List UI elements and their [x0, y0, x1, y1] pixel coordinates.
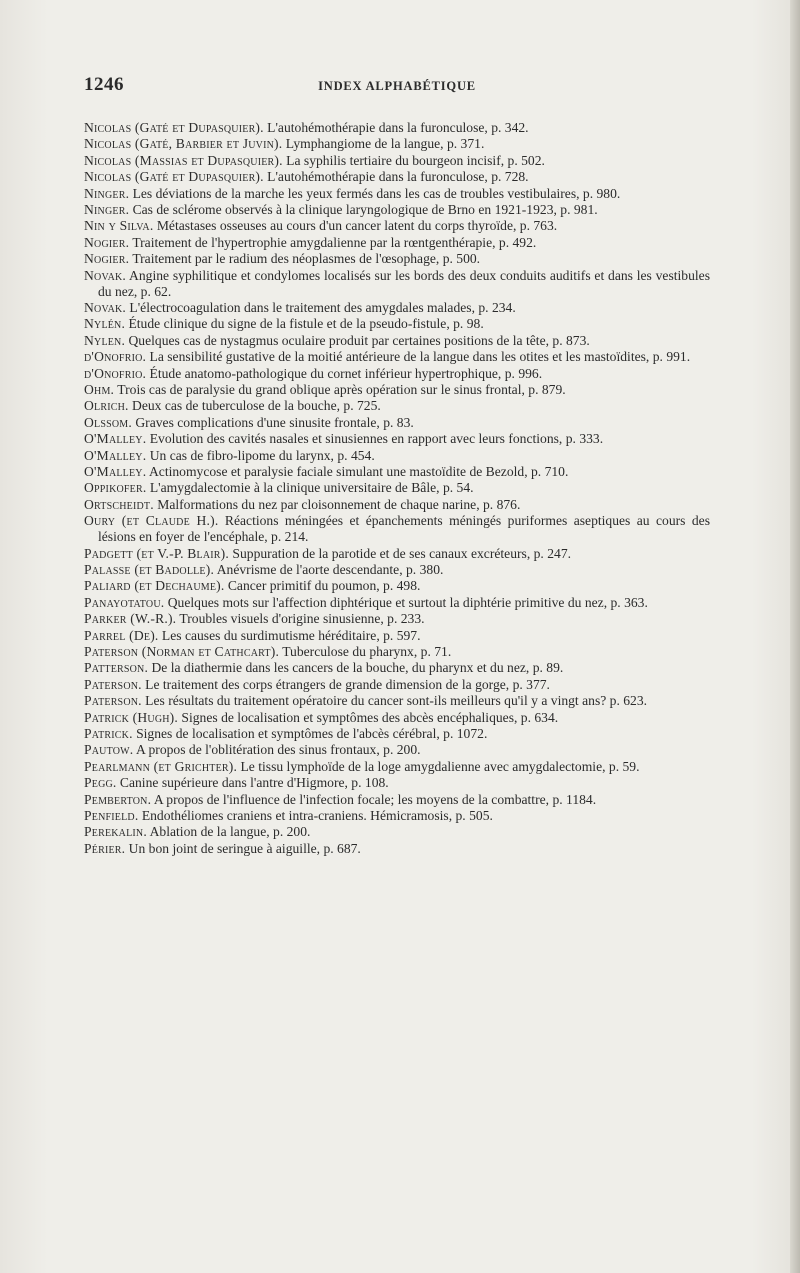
index-entry — [84, 366, 710, 382]
index-entry — [84, 349, 710, 365]
entry-author: O'Malley. — [84, 431, 147, 447]
index-entry — [84, 431, 710, 447]
entry-text: Trois cas de paralysie du grand oblique après opération sur le sinus frontal, p. 879. — [114, 382, 566, 397]
entry-author: Nicolas (Gaté et Dupasquier). — [84, 169, 264, 185]
entry-author: Padgett (et V.-P. Blair). — [84, 545, 230, 561]
index-entry — [84, 464, 710, 480]
entry-author: Ninger. — [84, 185, 130, 201]
entry-author: Ohm. — [84, 382, 115, 397]
page-number: 1246 — [84, 74, 124, 95]
entry-text: Angine syphilitique et condylomes localisés sur les bords des deux conduits auditifs et dans les vestibules du nez, p. 62. — [98, 267, 710, 299]
entry-text: Endothéliomes craniens et intra-craniens. Hémicramosis, p. 505. — [138, 808, 493, 824]
index-entry — [84, 759, 710, 775]
entry-author: Olssom. — [84, 414, 132, 430]
entry-text: Actinomycose et paralysie faciale simulant une mastoïdite de Bezold, p. 710. — [146, 464, 569, 480]
entry-text: Étude clinique du signe de la fistule et de la pseudo-fistule, p. 98. — [125, 316, 484, 332]
entry-author: Oppikofer. — [84, 480, 147, 496]
page-header — [84, 74, 710, 100]
entry-text: L'amygdalectomie à la clinique universitaire de Bâle, p. 54. — [146, 480, 474, 496]
page-edge — [790, 0, 800, 1273]
entry-text: Métastases osseuses au cours d'un cancer latent du corps thyroïde, p. 763. — [153, 218, 558, 234]
entry-text: Malformations du nez par cloisonnement de chaque narine, p. 876. — [153, 496, 521, 512]
index-entry — [84, 611, 710, 627]
entry-text: Cancer primitif du poumon, p. 498. — [224, 578, 421, 594]
index-entry — [84, 562, 710, 578]
entry-text: Cas de sclérome observés à la clinique laryngologique de Brno en 1921-1923, p. 981. — [129, 202, 598, 218]
entry-author: Pemberton. — [84, 791, 152, 807]
index-entry — [84, 628, 710, 644]
entry-author: Nicolas (Massias et Dupasquier). — [84, 152, 283, 168]
index-entry — [84, 644, 710, 660]
entry-text: Un cas de fibro-lipome du larynx, p. 454. — [146, 447, 375, 463]
entry-author: Paliard (et Dechaume). — [84, 578, 225, 594]
index-entry — [84, 808, 710, 824]
entry-author: Nin y Silva. — [84, 218, 154, 234]
index-entry — [84, 775, 710, 791]
entry-text: Réactions méningées et épanchements méningés puriformes aseptiques au cours des lésions en foyer de l'encéphale, p. 214. — [98, 513, 710, 545]
entry-text: Traitement par le radium des néoplasmes de l'œsophage, p. 500. — [129, 251, 481, 267]
index-entry — [84, 382, 710, 398]
entry-author: Nicolas (Gaté, Barbier et Juvin). — [84, 136, 283, 152]
entry-author: Périer. — [84, 840, 126, 856]
entry-author: Patterson. — [84, 660, 149, 676]
entry-author: Paterson. — [84, 676, 142, 692]
entry-author: Paterson (Norman et Cathcart). — [84, 644, 280, 659]
index-entry — [84, 120, 710, 136]
entry-author: d'Onofrio. — [84, 349, 147, 365]
entry-author: Paterson. — [84, 693, 142, 709]
entry-author: Novak. — [84, 299, 127, 315]
index-entry — [84, 480, 710, 496]
index-entry — [84, 710, 710, 726]
index-entry — [84, 677, 710, 693]
entry-text: Graves complications d'une sinusite frontale, p. 83. — [131, 414, 414, 430]
index-entry — [84, 235, 710, 251]
entry-author: Ninger. — [84, 202, 130, 218]
entry-text: Un bon joint de seringue à aiguille, p. 687. — [125, 840, 361, 856]
entry-text: L'autohémothérapie dans la furonculose, p. 728. — [263, 169, 529, 185]
entry-author: d'Onofrio. — [84, 365, 147, 381]
index-entry — [84, 726, 710, 742]
index-entry — [84, 595, 710, 611]
entry-author: Panayotatou. — [84, 594, 165, 610]
entry-text: La sensibilité gustative de la moitié antérieure de la langue dans les otites et les mastoïdites, p. 991. — [146, 349, 691, 365]
index-entry — [84, 841, 710, 857]
entry-text: Signes de localisation et symptômes des abcès encéphaliques, p. 634. — [178, 709, 559, 725]
entry-author: Pautow. — [84, 742, 134, 758]
entry-text: Ablation de la langue, p. 200. — [146, 824, 311, 840]
entry-text: A propos de l'oblitération des sinus frontaux, p. 200. — [133, 742, 421, 758]
index-entry — [84, 513, 710, 545]
entry-text: Les résultats du traitement opératoire du cancer sont-ils meilleurs qu'il y a vingt ans? p. 623. — [141, 693, 648, 709]
entry-text: A propos de l'influence de l'infection focale; les moyens de la combattre, p. 1184. — [151, 791, 597, 807]
entry-author: Parrel (De). — [84, 627, 159, 643]
index-entry — [84, 136, 710, 152]
index-entry — [84, 316, 710, 332]
index-entry — [84, 497, 710, 513]
index-entry — [84, 660, 710, 676]
index-entry — [84, 251, 710, 267]
index-entry — [84, 448, 710, 464]
entry-text: Canine supérieure dans l'antre d'Higmore, p. 108. — [116, 775, 389, 791]
entry-author: Novak. — [84, 267, 127, 283]
entry-author: Nogier. — [84, 234, 130, 250]
entry-author: Nylen. — [84, 332, 126, 348]
entry-text: Quelques cas de nystagmus oculaire produit par certaines positions de la tête, p. 873. — [125, 332, 590, 348]
entry-text: Les déviations de la marche les yeux fermés dans les cas de troubles vestibulaires, p. 980. — [129, 185, 621, 201]
entry-author: Nicolas (Gaté et Dupasquier). — [84, 120, 264, 135]
entry-text: Le traitement des corps étrangers de grande dimension de la gorge, p. 377. — [141, 676, 550, 692]
entry-author: Patrick (Hugh). — [84, 709, 179, 725]
entry-text: Signes de localisation et symptômes de l'abcès cérébral, p. 1072. — [132, 726, 488, 742]
entry-text: Le tissu lymphoïde de la loge amygdalienne avec amygdalectomie, p. 59. — [237, 758, 640, 774]
entry-text: La syphilis tertiaire du bourgeon incisif, p. 502. — [282, 152, 545, 168]
index-entry — [84, 186, 710, 202]
entry-author: Nogier. — [84, 251, 130, 267]
index-entry — [84, 218, 710, 234]
index-entry — [84, 578, 710, 594]
entry-text: Quelques mots sur l'affection diphtérique et surtout la diphtérie primitive du nez, p. 363. — [164, 594, 648, 610]
index-entry — [84, 398, 710, 414]
entry-author: O'Malley. — [84, 447, 147, 463]
index-entries — [84, 120, 710, 857]
index-entry — [84, 268, 710, 300]
entry-text: Étude anatomo-pathologique du cornet inférieur hypertrophique, p. 996. — [146, 365, 543, 381]
entry-text: De la diathermie dans les cancers de la bouche, du pharynx et du nez, p. 89. — [148, 660, 564, 676]
entry-text: Evolution des cavités nasales et sinusiennes en rapport avec leurs fonctions, p. 333. — [146, 431, 604, 447]
entry-author: Olrich. — [84, 398, 129, 414]
entry-author: Ortscheidt. — [84, 496, 154, 512]
entry-text: Lymphangiome de la langue, p. 371. — [282, 136, 485, 152]
entry-author: O'Malley. — [84, 464, 147, 480]
index-entry — [84, 169, 710, 185]
entry-text: L'autohémothérapie dans la furonculose, p. 342. — [263, 120, 529, 135]
entry-text: Tuberculose du pharynx, p. 71. — [279, 644, 452, 659]
entry-author: Parker (W.-R.). — [84, 611, 177, 627]
entry-author: Oury (et Claude H.). — [84, 513, 219, 529]
entry-text: Troubles visuels d'origine sinusienne, p. 233. — [176, 611, 425, 627]
index-entry — [84, 153, 710, 169]
entry-author: Patrick. — [84, 726, 133, 742]
index-entry — [84, 824, 710, 840]
entry-text: Traitement de l'hypertrophie amygdalienne par la rœntgenthérapie, p. 492. — [129, 234, 537, 250]
index-entry — [84, 333, 710, 349]
running-title: INDEX ALPHABÉTIQUE — [318, 79, 476, 93]
index-entry — [84, 693, 710, 709]
entry-text: Deux cas de tuberculose de la bouche, p. 725. — [128, 398, 381, 414]
index-entry — [84, 415, 710, 431]
index-entry — [84, 300, 710, 316]
entry-text: Suppuration de la parotide et de ses canaux excréteurs, p. 247. — [229, 545, 572, 561]
entry-author: Nylén. — [84, 316, 126, 332]
index-entry — [84, 202, 710, 218]
entry-author: Penfield. — [84, 808, 139, 824]
entry-author: Pearlmann (et Grichter). — [84, 758, 238, 774]
index-entry — [84, 546, 710, 562]
index-entry — [84, 742, 710, 758]
entry-author: Perekalin. — [84, 824, 147, 840]
entry-author: Palasse (et Badolle). — [84, 561, 215, 577]
entry-text: Les causes du surdimutisme héréditaire, p. 597. — [158, 627, 421, 643]
entry-text: L'électrocoagulation dans le traitement des amygdales malades, p. 234. — [126, 299, 516, 315]
entry-text: Anévrisme de l'aorte descendante, p. 380. — [214, 561, 444, 577]
entry-author: Pegg. — [84, 775, 117, 791]
index-entry — [84, 792, 710, 808]
